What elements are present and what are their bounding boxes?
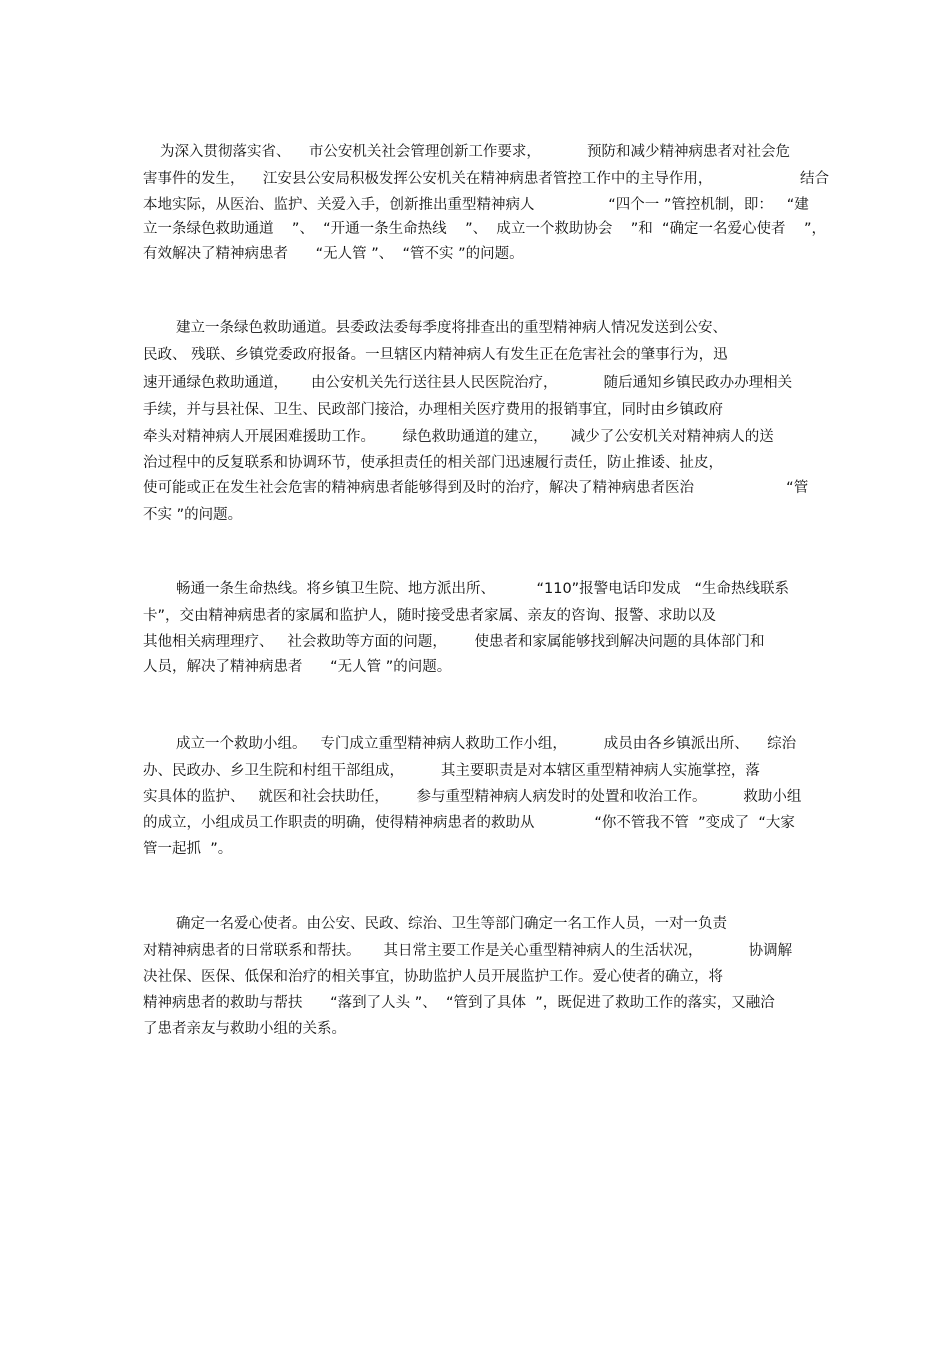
text-line: 成立一个救助小组。 专门成立重型精神病人救助工作小组， 成员由各乡镇派出所、 综治	[176, 736, 797, 752]
text-line: 精神病患者的救助与帮扶 “落到了人头 ”、 “管到了具体 ”，既促进了救助工作的落实，又融洽	[143, 995, 775, 1011]
text-line: 了患者亲友与救助小组的关系。	[143, 1021, 346, 1037]
text-line: 民政、 残联、乡镇党委政府报备。一旦辖区内精神病人有发生正在危害社会的肇事行为，迅	[143, 347, 728, 363]
text-line: 畅通一条生命热线。将乡镇卫生院、地方派出所、 “110”报警电话印发成 “生命热线联系	[176, 581, 790, 597]
text-line: 管一起抓 ”。	[143, 841, 233, 857]
text-line: 治过程中的反复联系和协调环节，使承担责任的相关部门迅速履行责任，防止推诿、扯皮，	[143, 455, 723, 471]
text-line: 实具体的监护、 就医和社会扶助任， 参与重型精神病人病发时的处置和收治工作。 救助小组	[143, 789, 802, 805]
text-line: 对精神病患者的日常联系和帮扶。 其日常主要工作是关心重型精神病人的生活状况， 协调解	[143, 943, 793, 959]
text-line: 其他相关病理理疗、 社会救助等方面的问题， 使患者和家属能够找到解决问题的具体部门和	[143, 634, 765, 650]
text-line: 有效解决了精神病患者 “无人管 ”、 “管不实 ”的问题。	[143, 246, 524, 262]
text-line: 牵头对精神病人开展困难援助工作。 绿色救助通道的建立， 减少了公安机关对精神病人的送	[143, 429, 774, 445]
text-line: 确定一名爱心使者。由公安、民政、综治、卫生等部门确定一名工作人员，一对一负责	[176, 916, 727, 932]
text-line: 卡”，交由精神病患者的家属和监护人，随时接受患者家属、亲友的咨询、报警、求助以及	[143, 608, 717, 624]
text-line: 本地实际，从医治、监护、关爱入手，创新推出重型精神病人 “四个一 ”管控机制，即： “建	[143, 197, 809, 213]
text-line: 为深入贯彻落实省、 市公安机关社会管理创新工作要求， 预防和减少精神病患者对社会危	[160, 144, 791, 160]
text-line: 不实 ”的问题。	[143, 507, 243, 523]
text-line: 立一条绿色救助通道 ”、 “开通一条生命热线 ”、 成立一个救助协会 ”和 “确定一名爱心使者 ”，	[143, 221, 826, 237]
text-line: 害事件的发生， 江安县公安局积极发挥公安机关在精神病患者管控工作中的主导作用， 结合	[143, 171, 830, 187]
text-line: 速开通绿色救助通道， 由公安机关先行送往县人民医院治疗， 随后通知乡镇民政办办理相关	[143, 375, 793, 391]
text-line: 决社保、医保、低保和治疗的相关事宜，协助监护人员开展监护工作。爱心使者的确立，将	[143, 969, 723, 985]
text-line: 手续，并与县社保、卫生、民政部门接洽，办理相关医疗费用的报销事宜，同时由乡镇政府	[143, 402, 723, 418]
text-line: 人员，解决了精神病患者 “无人管 ”的问题。	[143, 659, 452, 675]
text-line: 使可能或正在发生社会危害的精神病患者能够得到及时的治疗，解决了精神病患者医治 “管	[143, 480, 809, 496]
text-line: 办、民政办、乡卫生院和村组干部组成， 其主要职责是对本辖区重型精神病人实施掌控，落	[143, 763, 760, 779]
text-line: 的成立，小组成员工作职责的明确，使得精神病患者的救助从 “你不管我不管 ”变成了 “大家	[143, 815, 795, 831]
text-line: 建立一条绿色救助通道。县委政法委每季度将排查出的重型精神病人情况发送到公安、	[176, 320, 727, 336]
